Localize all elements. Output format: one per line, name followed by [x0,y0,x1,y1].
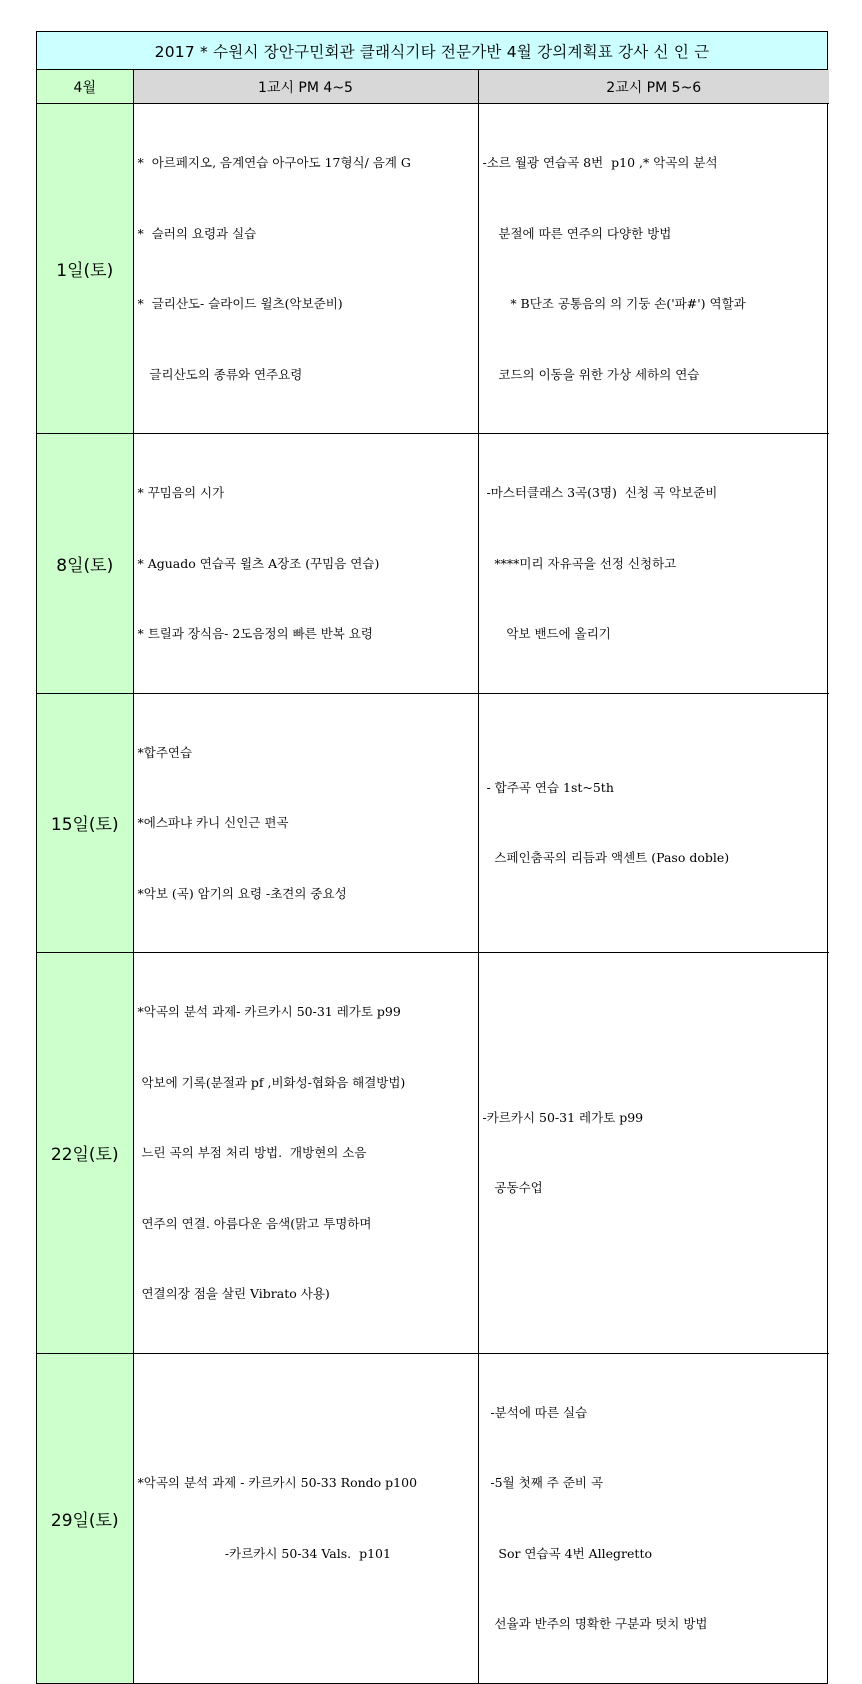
list-item: *악보 (곡) 암기의 요령 -초견의 중요성 [137,885,347,901]
list-item: * 꾸밈음의 시가 [137,485,225,500]
table-row [37,104,829,434]
list-item: * B단조 공통음의 의 기둥 손('파#') 역할과 [482,296,746,311]
period1-cell [133,693,478,953]
list-item: -카르카시 50-31 레가토 p99 [482,1109,644,1125]
table-row [37,953,829,1354]
list-item: 연주의 연결. 아름다운 음색(맑고 투명하며 [137,1215,372,1231]
list-item: 연결의장 점을 살린 Vibrato 사용) [137,1286,330,1301]
list-item: *악곡의 분석 과제 - 카르카시 50-33 Rondo p100 [137,1475,418,1490]
schedule-table [37,70,829,1683]
period2-cell [478,953,829,1354]
table-row [37,1353,829,1683]
table-row [37,693,829,953]
period1-cell [133,953,478,1354]
period2-cell [478,693,829,953]
list-item: 공동수업 [482,1180,543,1196]
list-item: 분절에 따른 연주의 다양한 방법 [482,225,672,241]
period2-cell [478,434,829,694]
header-row [37,70,829,104]
list-item: * 글리산도- 슬라이드 윌츠(악보준비) [137,296,343,311]
day-cell: 8일(토) [37,434,133,694]
list-item: 악보에 기록(분절과 pf ,비화성-협화음 해결방법) [137,1074,406,1090]
list-item: * 아르페지오, 음계연습 아구아도 17형식/ 음계 G [137,155,411,170]
period2-cell [478,104,829,434]
list-item: -카르카시 50-34 Vals. p101 [137,1545,391,1561]
list-item: 느린 곡의 부점 처리 방법. 개방현의 소음 [137,1145,367,1160]
list-item: -소르 월광 연습곡 8번 p10 ,* 악곡의 분석 [482,155,718,170]
list-item: 악보 밴드에 올리기 [482,626,611,641]
list-item: ****미리 자유곡을 선정 신청하고 [482,555,677,571]
table-row [37,434,829,694]
list-item: *에스파냐 카니 신인근 편곡 [137,815,289,830]
list-item: Sor 연습곡 4번 Allegretto [482,1545,652,1561]
period1-cell [133,1353,478,1683]
list-item: - 합주곡 연습 1st~5th [482,779,614,795]
day-cell: 1일(토) [37,104,133,434]
list-item: *합주연습 [137,744,193,760]
day-cell: 15일(토) [37,693,133,953]
day-cell: 22일(토) [37,953,133,1354]
period1-cell [133,434,478,694]
lesson-plan-sheet [36,31,828,1684]
list-item: *악곡의 분석 과제- 카르카시 50-31 레가토 p99 [137,1004,401,1019]
list-item: 코드의 이동을 위한 가상 세하의 연습 [482,366,700,382]
month-header: 4월 [37,70,133,104]
list-item: * Aguado 연습곡 윌츠 A장조 (꾸밈음 연습) [137,555,380,571]
day-cell: 29일(토) [37,1353,133,1683]
period1-header: 1교시 PM 4~5 [133,70,478,104]
list-item: 글리산도의 종류와 연주요령 [137,366,303,382]
period2-cell [478,1353,829,1683]
list-item: -분석에 따른 실습 [482,1404,588,1420]
list-item: 스페인춤곡의 리듬과 액센트 (Paso doble) [482,850,730,866]
list-item: * 슬러의 요령과 실습 [137,225,257,241]
list-item: -마스터클래스 3곡(3명) 신청 곡 악보준비 [482,485,718,500]
period1-cell [133,104,478,434]
period2-header: 2교시 PM 5~6 [478,70,829,104]
list-item: -5월 첫째 주 준비 곡 [482,1475,604,1490]
page-title: 2017 * 수원시 장안구민회관 클래식기타 전문가반 4월 강의계획표 강사 신 인 근 [37,32,827,70]
list-item: * 트릴과 장식음- 2도음정의 빠른 반복 요령 [137,626,373,641]
list-item: 선율과 반주의 명확한 구분과 텃치 방법 [482,1616,708,1631]
